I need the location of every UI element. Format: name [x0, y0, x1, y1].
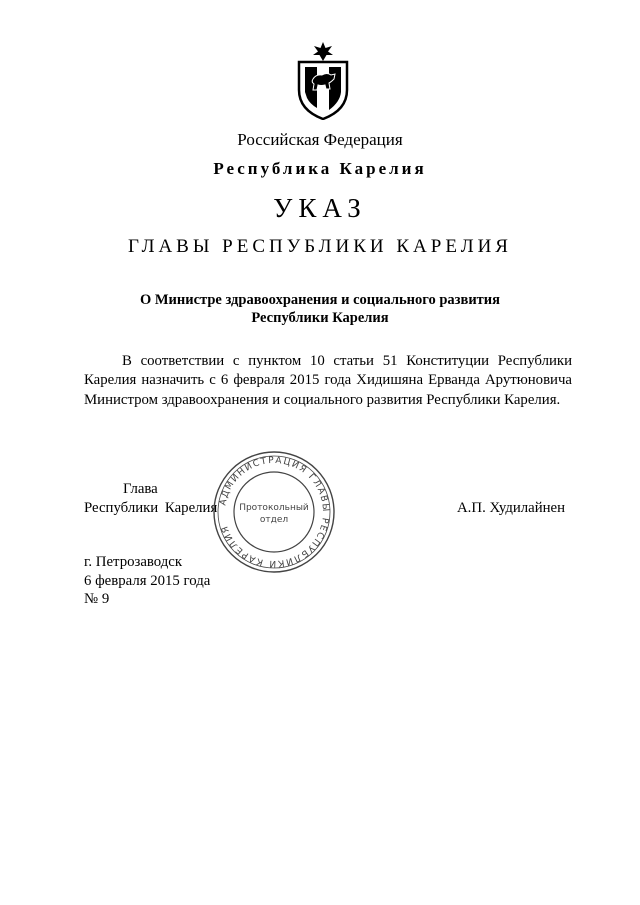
decree-footer — [84, 553, 210, 609]
signatory-name: А.П. Худилайнен — [457, 500, 566, 516]
stamp-inner-text: отдел — [259, 515, 289, 525]
decree-date: 6 февраля 2015 года — [84, 572, 211, 589]
coat-of-arms-emblem — [296, 42, 350, 120]
official-stamp — [211, 449, 337, 575]
issuer-title: ГЛАВЫ РЕСПУБЛИКИ КАРЕЛИЯ — [128, 236, 512, 257]
place-of-signing: г. Петрозаводск — [84, 554, 183, 570]
decree-body: В соответствии с пунктом 10 статьи 51 Конституции Республики Карелия назначить с 6 февраля 2015 года Хидишяна Ерванда Арутюновича Министром здравоохранения и социального развития Республики Карелия. — [84, 353, 572, 408]
subject-line: Республики Карелия — [251, 310, 389, 326]
stamp-outer-text: АДМИНИСТРАЦИЯ ГЛАВЫ РЕСПУБЛИКИ КАРЕЛИЯ — [218, 455, 331, 569]
document-type: УКАЗ — [273, 193, 367, 223]
signatory-title-line: Глава — [123, 481, 158, 497]
country-name: Российская Федерация — [237, 130, 403, 149]
subject-line: О Министре здравоохранения и социального развития — [139, 292, 501, 308]
republic-name: Республика Карелия — [213, 159, 427, 178]
signatory-title-line: Республики Карелия — [84, 500, 218, 516]
decree-subject — [90, 291, 550, 327]
stamp-inner-text: Протокольный — [239, 503, 309, 513]
decree-number: № 9 — [84, 591, 110, 607]
